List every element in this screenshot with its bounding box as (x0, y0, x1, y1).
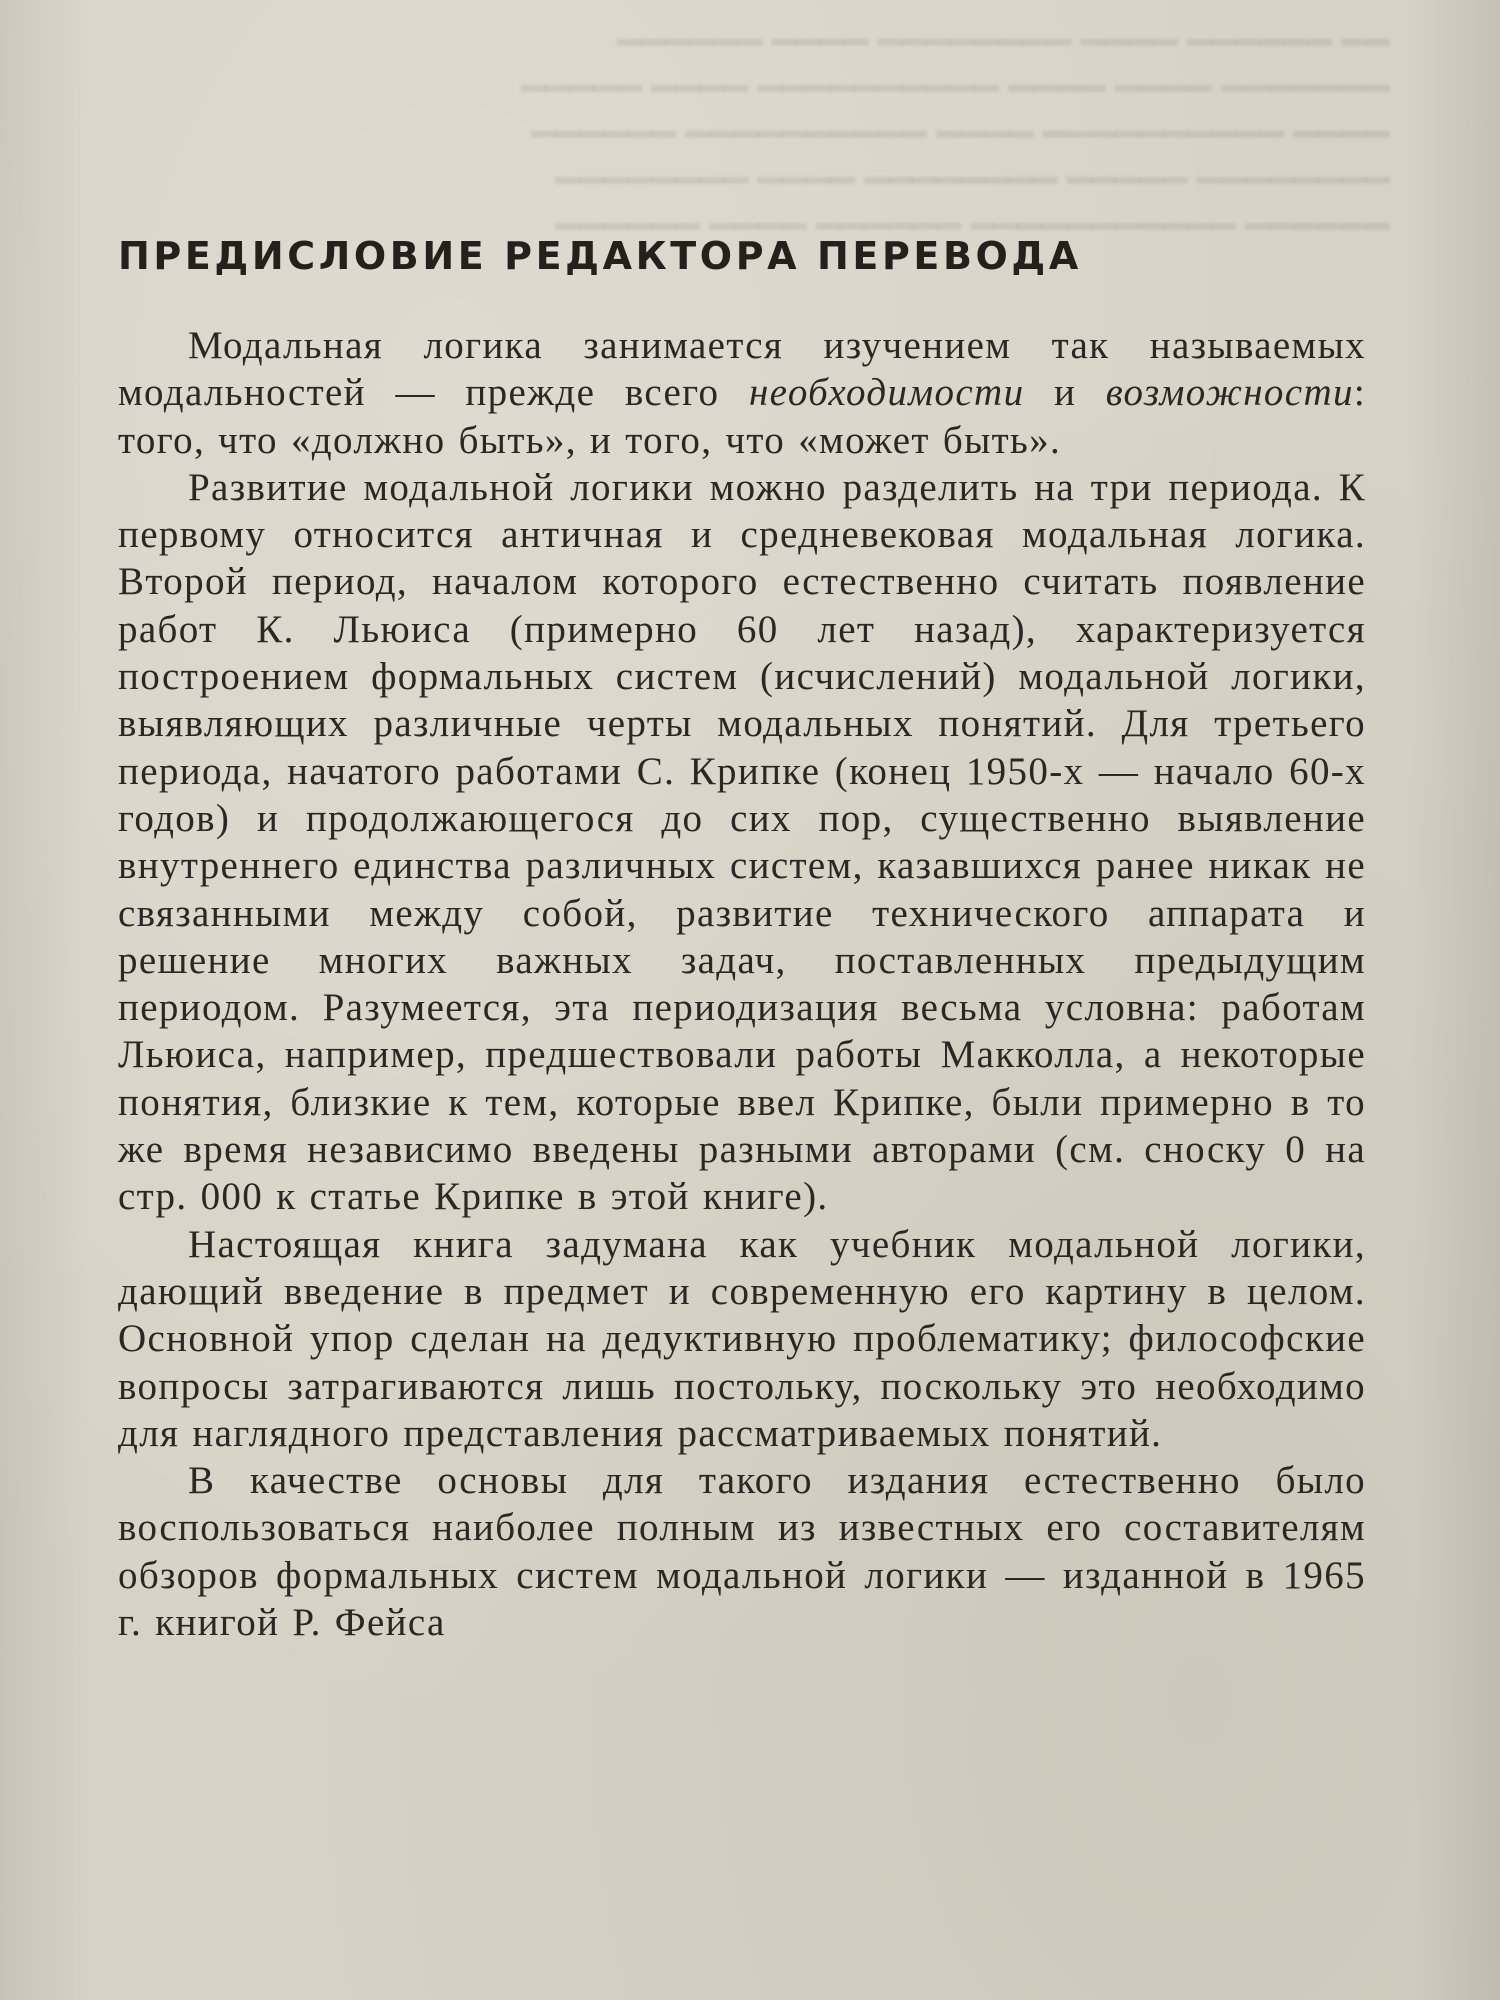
paragraph-1-text-a: Модальная логика занимается изучением так называемых модальностей — прежде всего (118, 324, 1366, 415)
emphasis-possibility: возможности (1105, 371, 1354, 415)
book-page (118, 232, 1366, 1646)
page-title: ПРЕДИСЛОВИЕ РЕДАКТОРА ПЕРЕВОДА (118, 234, 1082, 278)
paragraph-3: Настоящая книга задумана как учебник модальной логики, дающий введение в предмет и современную его картину в целом. Основной упор сделан на дедуктивную проблематику; философские вопросы затрагиваются лишь постольку, поскольку это необходимо для наглядного представления рассматриваемых понятий. (118, 1222, 1366, 1455)
paragraph-2: Развитие модальной логики можно разделить на три периода. К первому относится античная и средневековая модальная логика. Второй период, началом которого естественно считать появление работ К. Льюиса (примерно 60 лет назад), характеризуется построением формальных систем (исчислений) модальной логики, выявляющих различные черты модальных понятий. Для третьего периода, начатого работами С. Крипке (конец 1950-х — начало 60-х годов) и продолжающегося до сих пор, существенно выявление внутреннего единства различных систем, казавшихся ранее никак не связанными между собой, развитие технического аппарата и решение многих важных задач, поставленных предыдущим периодом. Разумеется, эта периодизация весьма условна: работам Льюиса, например, предшествовали работы Макколла, а некоторые понятия, близкие к тем, которые ввел Крипке, были примерно в то же время независимо введены разными авторами (см. сноску 0 на стр. 000 к статье Крипке в этой книге). (118, 465, 1366, 1219)
paragraph-1-text-c: : того, что «должно быть», и того, что «может быть». (118, 371, 1366, 462)
paragraph-1 (118, 322, 1366, 464)
paragraph-1-text-b: и (1024, 371, 1106, 415)
paragraph-4: В качестве основы для такого издания естественно было воспользоваться наиболее полным из известных его составителям обзоров формальных систем модальной логики — изданной в 1965 г. книгой Р. Фейса (118, 1459, 1366, 1645)
bleed-through-texture: ━━ ━━━━━━ ━━━━ ━━━━━━━━ ━━━━ ━━━━━━ ━━━━━━━ ━━━━ ━━━━ ━━━━━━━━━━ ━━━━ ━━━━━ ━━━━ ━━━━━━━━━━ ━━━━ ━━━━━━━━━━ ━━━━━━ ━━━━━━━━ ━━━━━ ━━━━━━━━ ━━━━ ━━━━━━━━ ━━━━━━ ━━━━━━━━━━━ ━━━━━━ ━━━━ ━━━━━━ (521, 20, 1390, 249)
emphasis-necessity: необходимости (748, 371, 1025, 415)
